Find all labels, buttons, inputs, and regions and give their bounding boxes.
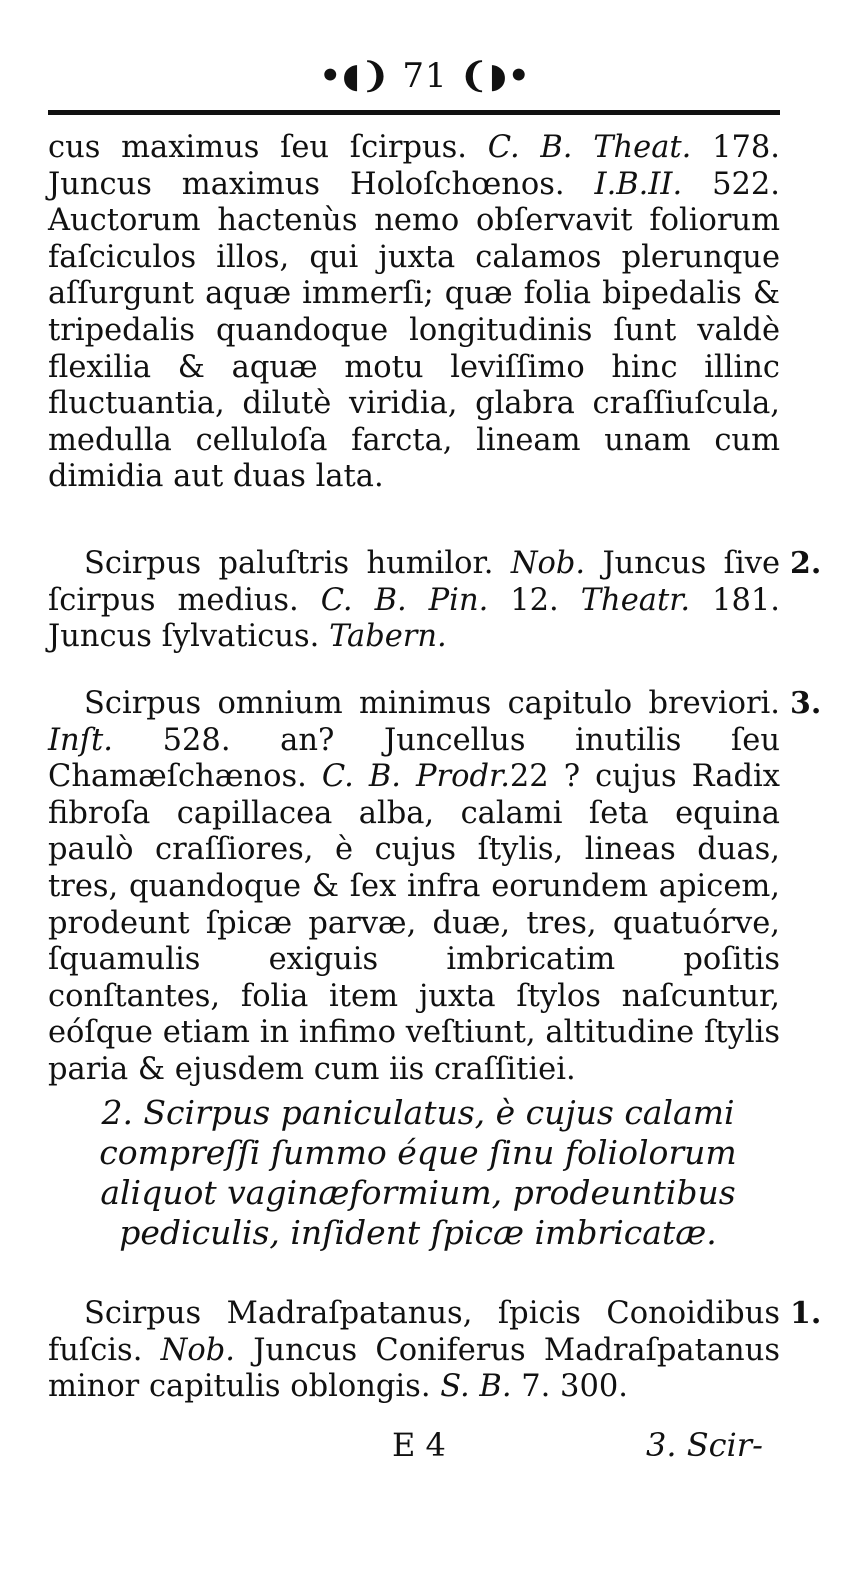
citation: S. B.	[440, 1369, 512, 1405]
citation: Inſt.	[48, 722, 113, 758]
text-run: 181. Juncus ſylvaticus.	[48, 582, 780, 655]
citation: Theatr.	[580, 582, 691, 618]
text-run: 22 ? cujus Radix fibroſa capillacea alba, calami ſeta equina paulò craſſiores, è cujus ſtylis, lineas duas, tres, quandoque & ſex infra eorundem apicem, prodeunt ſpicæ parvæ, duæ, tres, quatuórve, ſquamulis exiguis imbricatim poſitis conſtantes, folia item juxta ſtylos naſcuntur, eóſque etiam in infimo veſtiunt, altitudine ſtylis paria & ejusdem cum iis craſſitiei.	[48, 759, 781, 1087]
citation: C. B. Prodr.	[321, 759, 510, 795]
citation: Tabern.	[329, 619, 447, 655]
paragraph-continued	[48, 130, 780, 496]
text-run: Scirpus omnium minimus capitulo breviori.	[84, 686, 780, 721]
text-run: 528. an? Juncellus inutilis ſeu Chamæſchænos.	[48, 722, 780, 795]
citation: I.B.II.	[594, 166, 683, 202]
ornament-right: ❨◗•	[459, 56, 531, 96]
text-run: 7. 300.	[511, 1369, 628, 1405]
ornament-left: •◖❩	[319, 56, 391, 96]
header-rule	[48, 110, 780, 115]
page-number: 71	[402, 56, 448, 96]
margin-number: 3.	[790, 686, 822, 721]
text-run: Juncus Coniferus Madraſpatanus minor capitulis oblongis.	[48, 1332, 780, 1405]
section-heading: 2. Scirpus paniculatus, è cujus calami compreſſi ſummo éque ſinu foliolorum aliquot vaginæformium, prodeuntibus pediculis, inſident ſpicæ imbricatæ.	[99, 1093, 737, 1252]
text-run: Scirpus Madraſpatanus, ſpicis Conoidibus fuſcis.	[48, 1296, 780, 1368]
text-run: cus maximus ſeu ſcirpus.	[48, 130, 488, 165]
signature-mark: E 4	[392, 1426, 446, 1464]
catchword: 3. Scir-	[646, 1426, 763, 1464]
paragraph-scirpus-minimus	[48, 686, 780, 1089]
page-header	[0, 56, 850, 96]
text-run: Scirpus paluſtris humilor.	[84, 546, 511, 581]
margin-number: 1.	[790, 1296, 822, 1331]
citation: C. B. Pin.	[320, 582, 489, 618]
paragraph-scirpus-palustris	[48, 546, 780, 656]
text-run: 522. Auctorum hactenùs nemo obſervavit foliorum faſciculos illos, qui juxta calamos plerunque aſſurgunt aquæ immerſi; quæ folia bipedalis & tripedalis quandoque longitudinis ſunt valdè flexilia & aquæ motu leviſſimo hinc illinc fluctuantia, dilutè viridia, glabra craſſiuſcula, medulla celluloſa farcta, lineam unam cum dimidia aut duas lata.	[48, 166, 780, 495]
margin-number: 2.	[790, 546, 822, 581]
text-run: 12.	[488, 582, 581, 618]
text-run: Juncus ſive ſcirpus medius.	[48, 546, 780, 618]
paragraph-scirpus-madraspatanus	[48, 1296, 780, 1406]
citation: Nob.	[510, 546, 586, 581]
citation: Nob.	[160, 1332, 235, 1368]
text-run: 178. Juncus maximus Holoſchœnos.	[48, 130, 780, 202]
citation: C. B. Theat.	[487, 130, 692, 165]
